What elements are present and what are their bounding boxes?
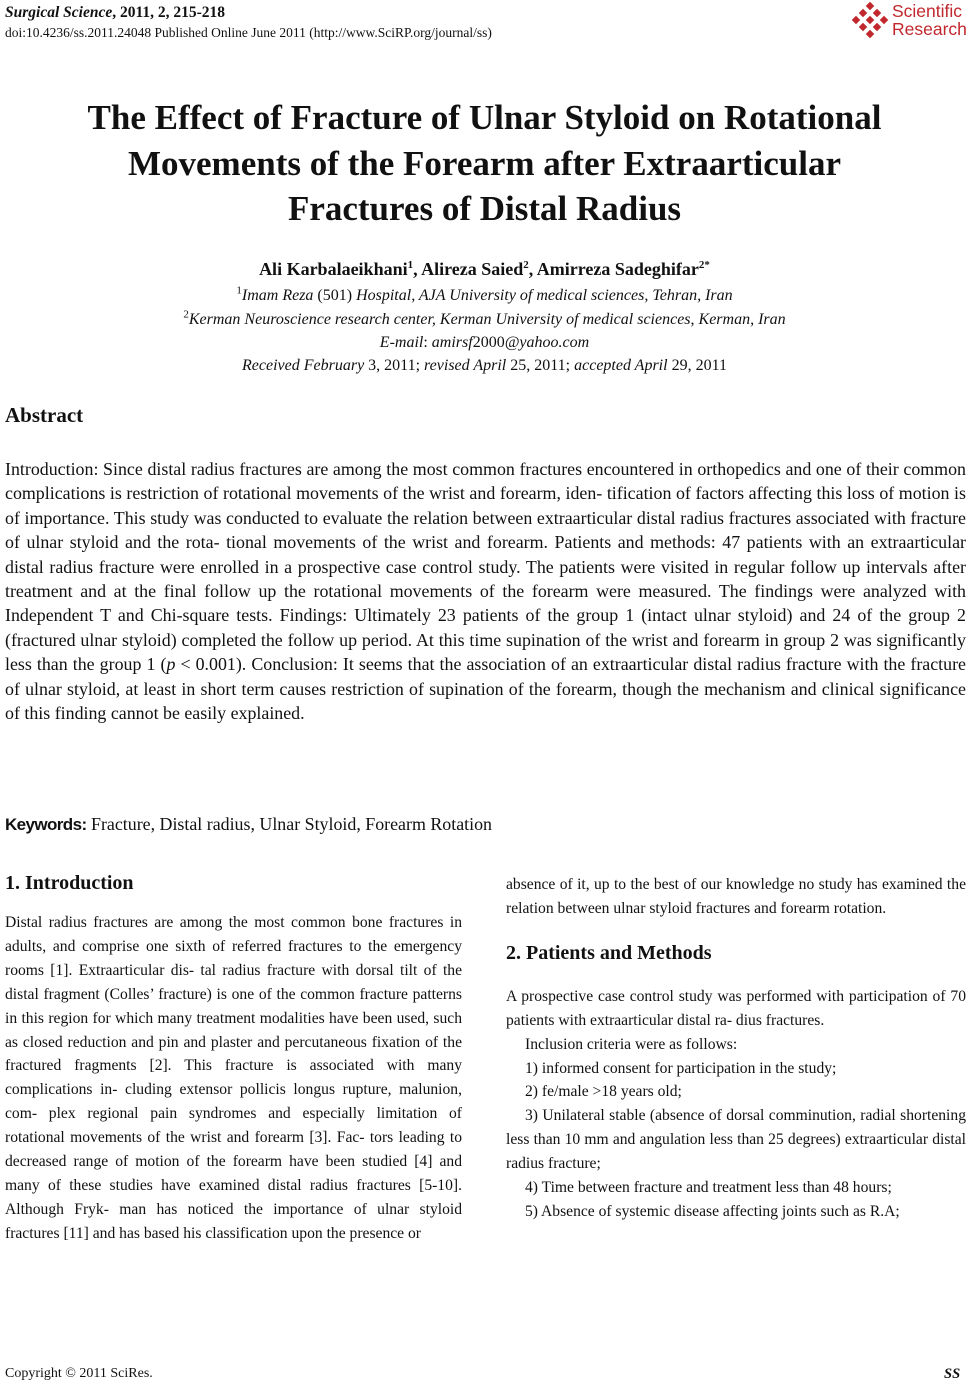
received-label: Received February	[242, 357, 365, 374]
introduction-continued: absence of it, up to the best of our knowledge no study has examined the relation between ulnar styloid fractures and forearm rotation.	[506, 876, 966, 917]
criteria-3: 3) Unilateral stable (absence of dorsal comminution, radial shortening less than 10 mm and angulation less than 25 degrees) extraarticular distal radius fracture;	[506, 1107, 966, 1173]
affiliation-1	[0, 286, 969, 306]
affiliation-1-name: Imam Reza	[241, 287, 314, 304]
email-colon: :	[423, 334, 432, 351]
abstract-text-part-2: < 0.001). Conclusion: It seems that the association of an extraarticular distal radius fracture with the fracture of ulnar styloid, at least in short term causes restriction of supination of the forearm, though the mechanism and clinical significance of this finding cannot be easily explained.	[5, 654, 966, 724]
received-date: 3, 2011;	[364, 357, 425, 374]
keywords	[5, 812, 492, 837]
introduction-paragraph: Distal radius fractures are among the most common bone fractures in adults, and comprise one sixth of referred fractures to the emergency rooms [1]. Extraarticular dis- tal radius fracture with dorsal tilt of the distal fragment (Colles’ fracture) is one of the common fracture patterns in this region for which many treatment modalities have been used, such as closed reduction and pin and plaster and percutaneous fixation of the fractured fragments [2]. This fracture is associated with many complications in- cluding extensor pollicis longus rupture, malunion, com- plex regional pain syndromes and especially limitation of rotational movements of the wrist and forearm [3]. Fac- tors leading to decreased range of motion of the forearm have been studied [4] and many of these studies have examined distal radius fractures [5-10]. Although Fryk- man has noticed the importance of ulnar styloid fractures [11] and has based his classification upon the presence or	[5, 914, 462, 1242]
left-column	[5, 870, 462, 1246]
email-number: 2000	[472, 334, 505, 351]
author-2: Alireza Saied	[421, 259, 524, 279]
affiliation-1-code: (501)	[313, 287, 357, 304]
abstract-heading: Abstract	[5, 403, 84, 427]
email-line	[0, 333, 969, 353]
abstract-p-symbol: p	[166, 654, 176, 675]
methods-paragraph-1: A prospective case control study was performed with participation of 70 patients with extraarticular distal ra- dius fractures.	[506, 987, 966, 1029]
publisher-logo	[850, 0, 969, 42]
criteria-2: 2) fe/male >18 years old;	[525, 1083, 682, 1101]
author-list	[0, 258, 969, 280]
title-line-3: Fractures of Distal Radius	[287, 189, 682, 228]
affiliation-2-location: Kerman, Iran	[698, 311, 786, 328]
email-label: E-mail	[379, 334, 424, 351]
logo-text	[892, 2, 967, 38]
title-line-1: The Effect of Fracture of Ulnar Styloid on Rotational	[87, 98, 882, 137]
logo-line-2: Research	[892, 19, 967, 39]
abstract-text-part-1: Introduction: Since distal radius fractures are among the most common fractures encountered in orthopedics and one of their common complications is restriction of rotational movements of the wrist and forearm, iden- tification of factors affecting this loss of motion is of importance. This study was conducted to evaluate the relation between extraarticular distal radius fractures associated with fracture of ulnar styloid and the rota- tional movements of the wrist and forearm. Patients and methods: 47 patients with an extraarticular distal radius fracture were enrolled in a prospective case control study. The patients were visited in regular follow up intervals after treatment and at the final follow up the rotational movements of the forearm were measured. The findings were analyzed with Independent T and Chi-square tests. Findings: Ultimately 23 patients of the group 1 (intact ulnar styloid) and 24 of the group 2 (fractured ulnar styloid) completed the follow up period. At this time supination of the wrist and forearm in group 2 was significantly less than the group 1 (	[5, 459, 966, 675]
affiliation-2	[0, 310, 969, 330]
affiliation-1-number: 1	[236, 284, 242, 297]
email-user: amirsf	[431, 334, 473, 351]
affiliation-1-institution: Hospital, AJA University of medical sciences, Tehran, Iran	[356, 287, 733, 304]
section-heading-methods: 2. Patients and Methods	[506, 941, 712, 964]
accepted-date: 29, 2011	[667, 357, 727, 374]
criteria-4: 4) Time between fracture and treatment less than 48 hours;	[525, 1179, 892, 1197]
keywords-text: Fracture, Distal radius, Ulnar Styloid, Forearm Rotation	[86, 814, 492, 834]
methods-paragraph-2: Inclusion criteria were as follows:	[525, 1035, 738, 1053]
author-3: Amirreza Sadeghifar	[536, 259, 699, 279]
journal-name: Surgical Science	[5, 4, 113, 21]
author-3-affil: 2*	[698, 259, 710, 271]
criteria-5: 5) Absence of systemic disease affecting joints such as R.A;	[525, 1202, 900, 1220]
affiliation-2-number: 2	[183, 308, 189, 321]
accepted-label: accepted April	[574, 357, 668, 374]
author-1-affil: 1	[407, 259, 414, 271]
keywords-label: Keywords:	[5, 815, 87, 834]
author-separator: ,	[528, 259, 537, 279]
affiliation-2-name: Kerman Neuroscience research center, Kerman University of medical sciences	[188, 311, 691, 328]
author-2-affil: 2	[523, 259, 529, 271]
affiliation-2-sep: ,	[690, 311, 699, 328]
revised-date: 25, 2011;	[506, 357, 575, 374]
journal-abbreviation: SS	[944, 1366, 961, 1382]
criteria-1: 1) informed consent for participation in the study;	[525, 1059, 837, 1077]
abstract-text	[5, 457, 966, 725]
doi-line: doi:10.4236/ss.2011.24048 Published Online June 2011 (http://www.SciRP.org/journal/ss)	[5, 25, 492, 40]
revised-label: revised April	[424, 357, 507, 374]
right-column	[506, 873, 966, 1224]
scirp-logo-icon	[850, 1, 890, 41]
journal-citation	[5, 4, 225, 22]
email-domain: @yahoo.com	[504, 334, 590, 351]
journal-volume: , 2011, 2, 215-218	[112, 4, 226, 21]
section-heading-introduction: 1. Introduction	[5, 872, 134, 894]
copyright-notice: Copyright © 2011 SciRes.	[5, 1366, 153, 1381]
paper-title	[0, 95, 969, 232]
author-separator: ,	[413, 259, 422, 279]
author-1: Ali Karbalaeikhani	[259, 259, 408, 279]
title-line-2: Movements of the Forearm after Extraarticular	[127, 143, 842, 183]
received-dates	[0, 356, 969, 376]
logo-line-1: Scientific	[892, 1, 963, 21]
